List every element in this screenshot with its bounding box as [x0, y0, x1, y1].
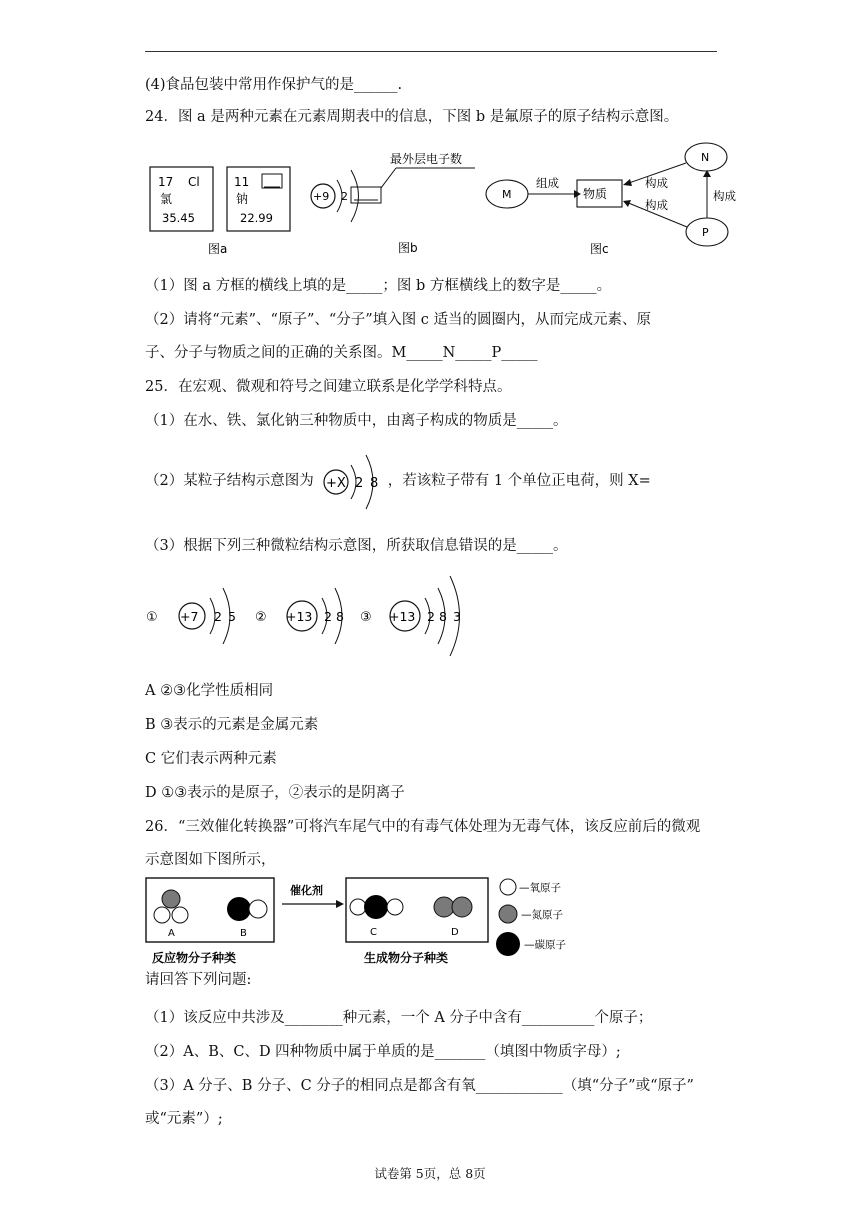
svg-text:B: B — [240, 928, 247, 939]
svg-text:D: D — [451, 927, 459, 938]
fig-a-chlorine-cell — [150, 167, 213, 231]
q25-sub3: （3）根据下列三种微粒结构示意图，所获取信息错误的是_____。 — [145, 538, 568, 554]
svg-text:—氧原子: —氧原子 — [519, 882, 561, 894]
svg-text:—碳原子: —碳原子 — [524, 939, 566, 951]
q25-three-diagrams — [140, 568, 480, 668]
q25-sub2-after: ，若该粒子带有 1 个单位正电荷，则 X= — [387, 473, 651, 489]
products-box — [346, 878, 488, 942]
svg-text:M: M — [502, 188, 512, 201]
fig-c-relation-diagram — [486, 143, 736, 246]
svg-text:构成: 构成 — [645, 198, 668, 212]
svg-text:3: 3 — [453, 609, 461, 624]
q25-particle-diagram — [318, 443, 398, 523]
q26-sub1: （1）该反应中共涉及________种元素，一个 A 分子中含有__________个原子； — [145, 1010, 653, 1026]
svg-text:P: P — [702, 226, 709, 239]
q26-sub2: （2）A、B、C、D 四种物质中属于单质的是_______（填图中物质字母）; — [145, 1044, 621, 1060]
reactants-caption: 反应物分子种类 — [152, 951, 237, 965]
fig-a-sodium-cell — [227, 167, 290, 231]
q25-sub1: （1）在水、铁、氯化钠三种物质中，由离子构成的物质是_____。 — [145, 413, 568, 429]
svg-text:Cl: Cl — [188, 175, 200, 189]
svg-text:11: 11 — [234, 175, 250, 189]
q26-sub3-line1: （3）A 分子、B 分子、C 分子的相同点是都含有氧____________（填“分子”或“原子” — [145, 1078, 694, 1094]
q23-part4: (4)食品包装中常用作保护气的是______. — [145, 77, 403, 93]
svg-text:N: N — [701, 151, 710, 164]
svg-text:+X: +X — [326, 476, 346, 491]
svg-text:5: 5 — [228, 609, 236, 624]
svg-text:8: 8 — [336, 609, 344, 624]
diagram-3 — [360, 576, 461, 656]
svg-text:①: ① — [146, 610, 158, 625]
q24-figures — [140, 140, 750, 262]
svg-text:17: 17 — [158, 175, 174, 189]
svg-text:+7: +7 — [180, 609, 199, 624]
q25-sub2-before: （2）某粒子结构示意图为 — [145, 473, 314, 489]
diagram-1 — [146, 588, 236, 644]
q26-stem-line2: 示意图如下图所示， — [145, 852, 276, 868]
q26-ask: 请回答下列问题: — [145, 972, 252, 988]
reactants-box — [146, 878, 274, 942]
q24-sub2-line1: （2）请将“元素”、“原子”、“分子”填入图 c 适当的圆圈内，从而完成元素、原 — [145, 312, 652, 328]
q26-reaction-figure — [140, 872, 580, 970]
svg-text:2: 2 — [324, 609, 332, 624]
svg-text:2: 2 — [427, 609, 435, 624]
svg-text:②: ② — [255, 610, 267, 625]
svg-text:物质: 物质 — [583, 187, 608, 201]
fig-c-caption: 图c — [590, 242, 609, 256]
svg-text:A: A — [168, 928, 175, 939]
svg-text:+13: +13 — [286, 609, 313, 624]
svg-text:2: 2 — [341, 190, 348, 203]
atom-legend — [496, 879, 566, 956]
svg-text:构成: 构成 — [713, 189, 736, 203]
option-a: A ②③化学性质相同 — [145, 683, 274, 699]
fig-a-caption: 图a — [208, 242, 228, 256]
reaction-arrow — [282, 883, 344, 908]
svg-text:构成: 构成 — [645, 176, 668, 190]
option-b: B ③表示的元素是金属元素 — [145, 717, 319, 733]
svg-text:22.99: 22.99 — [240, 211, 273, 225]
svg-text:2: 2 — [355, 476, 364, 491]
svg-text:钠: 钠 — [236, 192, 249, 206]
svg-text:组成: 组成 — [536, 176, 559, 190]
q24-sub1: （1）图 a 方框的横线上填的是_____；图 b 方框横线上的数字是_____。 — [145, 278, 612, 294]
diagram-2 — [255, 588, 344, 644]
products-caption: 生成物分子种类 — [364, 951, 449, 965]
fig-b-caption: 图b — [398, 241, 418, 255]
svg-text:35.45: 35.45 — [162, 211, 195, 225]
option-c: C 它们表示两种元素 — [145, 751, 277, 767]
svg-text:③: ③ — [360, 610, 372, 625]
svg-text:最外层电子数: 最外层电子数 — [390, 152, 463, 166]
q26-stem-line1: 26．“三效催化转换器”可将汽车尾气中的有毒气体处理为无毒气体，该反应前后的微观 — [145, 819, 701, 835]
svg-text:催化剂: 催化剂 — [290, 884, 323, 897]
q24-stem: 24．图 a 是两种元素在元素周期表中的信息，下图 b 是氟原子的原子结构示意图。 — [145, 109, 679, 125]
svg-text:氯: 氯 — [160, 192, 173, 206]
option-d: D ①③表示的是原子，②表示的是阴离子 — [145, 785, 405, 801]
fig-b-fluorine-diagram — [311, 151, 475, 222]
q24-sub2-line2: 子、分子与物质之间的正确的关系图。M_____N_____P_____ — [145, 345, 538, 361]
header-rule — [145, 51, 717, 52]
svg-text:C: C — [370, 927, 377, 938]
q25-stem: 25．在宏观、微观和符号之间建立联系是化学学科特点。 — [145, 379, 512, 395]
page-footer: 试卷第 5页，总 8页 — [374, 1166, 486, 1181]
q26-sub3-line2: 或“元素”）; — [145, 1111, 223, 1127]
svg-text:2: 2 — [214, 609, 222, 624]
svg-text:8: 8 — [370, 476, 379, 491]
svg-text:+13: +13 — [389, 609, 416, 624]
svg-text:+9: +9 — [313, 190, 330, 203]
svg-text:8: 8 — [439, 609, 447, 624]
svg-text:—氮原子: —氮原子 — [521, 909, 563, 921]
